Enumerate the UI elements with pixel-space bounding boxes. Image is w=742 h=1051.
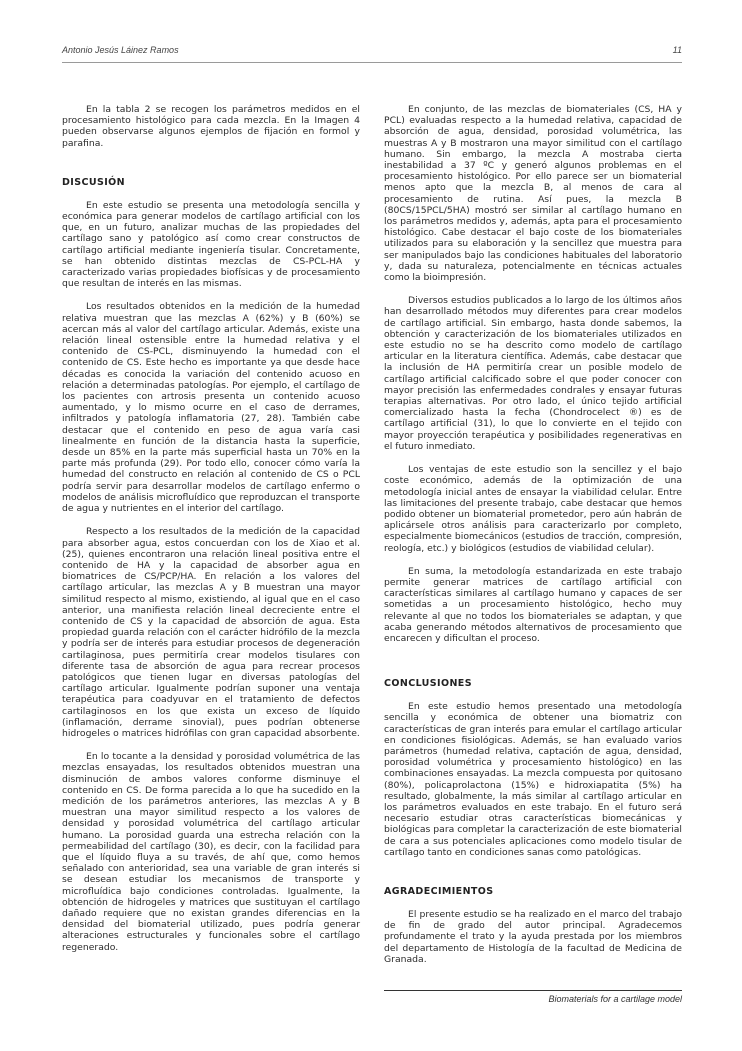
paragraph-acknowledgements: El presente estudio se ha realizado en el marco del trabajo de fin de grado del autor principal. Agradecemos profundamente el trato y la ayuda prestada por los miembros del departamento de Histología de la facultad de Medicina de Granada. — [384, 908, 682, 965]
paragraph-discussion-intro: En este estudio se presenta una metodología sencilla y económica para generar modelos de cartílago artificial con los que, en un futuro, analizar muchas de las propiedades del cartílago sano y patológico así como crear constructos de cartílago artificial mediante ingeniería tisular. Concretamente, se han obtenido distintas mezclas de CS-PCL-HA y caracterizado varias propiedades biofísicas y de procesamiento que resultan de interés en las mismas. — [62, 199, 360, 290]
acknowledgements-heading: AGRADECIMIENTOS — [384, 885, 494, 897]
left-column — [62, 104, 360, 965]
paragraph-literature: Diversos estudios publicados a lo largo de los últimos años han desarrollado métodos muy diferentes para crear modelos de cartílago artificial. Sin embargo, hasta donde sabemos, la obtención y caracterización de los biomateriales utilizados en este estudio no se ha descrito como modelo de cartílago articular en la literatura científica. Además, cabe destacar que la inclusión de HA permitiría crear un posible modelo de cartílago artificial calcificado sobre el que poder conocer con mayor precisión las enfermedades condrales y ensayar futuras terapias alternativas. Por otro lado, el único tejido artificial comercializado hasta la fecha (Chondrocelect ®) es de cartílago artificial (31), lo que lo convierte en el tejido con mayor proyección terapéutica y posibilidades regenerativas en el futuro inmediato. — [384, 295, 682, 452]
discussion-heading: DISCUSIÓN — [62, 176, 125, 188]
right-column — [384, 104, 682, 977]
paragraph-conclusions: En este estudio hemos presentado una metodología sencilla y económica de obtener una biomatriz con características de gran interés para emular el cartílago articular en condiciones fisiológicas. Además, se han evaluado varios parámetros (humedad relativa, captación de agua, densidad, porosidad volumétrica y procesamiento histológico) en las combinaciones ensayadas. La mezcla compuesta por quitosano (80%), policaprolactona (15%) e hidroxiapatita (5%) ha resultado, globalmente, la más similar al cartílago articular en los parámetros evaluados en este trabajo. En el futuro será necesario estudiar otras características biomecánicas y biológicas para completar la caracterización de este biomaterial de cara a sus potenciales aplicaciones como modelo tisular de cartílago tanto en condiciones sanas como patológicas. — [384, 701, 682, 858]
conclusions-heading: CONCLUSIONES — [384, 678, 472, 690]
running-header — [62, 45, 682, 61]
paragraph-limitations: Los ventajas de este estudio son la sencillez y el bajo coste económico, además de la optimización de una metodología inicial antes de ensayar la viabilidad celular. Entre las limitaciones del presente trabajo, cabe destacar que hemos podido obtener un biomaterial prometedor, pero aún habrán de aplicársele otros análisis para caracterizarlo por completo, especialmente biomecánicos (estudios de tracción, compresión, reología, etc.) y biológicos (estudios de viabilidad celular). — [384, 464, 682, 554]
author-name: Antonio Jesús Láinez Ramos — [62, 45, 179, 55]
header-divider — [62, 62, 682, 63]
paragraph-overall-results: En conjunto, de las mezclas de biomateriales (CS, HA y PCL) evaluadas respecto a la humedad relativa, capacidad de absorción de agua, densidad, porosidad volumétrica, las muestras A y B mostraron una mayor similitud con el cartílago humano. Sin embargo, la mezcla A mostraba cierta inestabilidad a 37 ºC y generó algunos problemas en el procesamiento histológico. Por ello parece ser un biomaterial menos apto que la mezcla B, al menos de cara al procesamiento de rutina. Así pues, la mezcla B (80CS/15PCL/5HA) mostró ser similar al cartílago humano en los parámetros medidos y, además, apta para el procesamiento histológico. Cabe destacar el bajo coste de los biomateriales utilizados para su elaboración y la sencillez que muestra para ser manipulados bajo las condiciones habituales del laboratorio y, dada su naturaleza, potencialmente en técnicas actuales como la bioimpresión. — [384, 104, 682, 284]
paragraph-table-reference: En la tabla 2 se recogen los parámetros medidos en el procesamiento histológico para cada mezcla. En la Imagen 4 pueden observarse algunos ejemplos de fijación en formol y parafina. — [62, 104, 360, 149]
paragraph-water-absorption: Respecto a los resultados de la medición de la capacidad para absorber agua, estos concuerdan con los de Xiao et al. (25), quienes encontraron una relación lineal positiva entre el contenido de HA y la capacidad de absorber agua en biomatrices de CS/PCP/HA. En relación a los valores del cartílago articular, las mezclas A y B muestran una mayor similitud respecto al mismo, existiendo, al igual que en el caso anterior, una manifiesta relación lineal decreciente entre el contenido de CS y la capacidad de absorción de agua. Esta propiedad guarda relación con el carácter hidrófilo de la mezcla y podría ser de interés para estudiar procesos de degeneración cartilaginosa, pues permitiría crear modelos tisulares con diferente tasa de absorción de agua para recrear procesos patológicos que tienen lugar en diversas patologías del cartílago articular. Igualmente podrían suponer una ventaja terapéutica para coadyuvar en el tratamiento de defectos cartilaginosos en los que exista un exceso de líquido (inflamación, derrame sinovial), pues podrían obtenerse hidrogeles o matrices hidrófilas con gran capacidad absorbente. — [62, 526, 360, 739]
paragraph-humidity: Los resultados obtenidos en la medición de la humedad relativa muestran que las mezclas A (62%) y B (60%) se acercan más al valor del cartílago articular. Además, existe una relación lineal ostensible entre la humedad relativa y el contenido de CS-PCL, disminuyendo la humedad con el contenido de CS. Este hecho es importante ya que desde hace décadas es conocida la variación del contenido acuoso en relación a determinadas patologías. Por ejemplo, el cartílago de los pacientes con artrosis presenta un contenido acuoso aumentado, y lo mismo ocurre en el caso de derrames, infiltrados y patología inflamatoria (27, 28). También cabe destacar que el contenido en peso de agua varía casi linealmente en función de la distancia hasta la superficie, desde un 85% en la parte más superficial hasta un 70% en la parte más profunda (29). Por todo ello, conocer cómo varía la humedad del constructo en relación al contenido de CS o PCL podría servir para desarrollar modelos de cartílago enfermo o modelos de análisis microfluídico que reproduzcan el transporte de agua y nutrientes en el interior del cartílago. — [62, 301, 360, 515]
page-number: 11 — [672, 45, 682, 55]
paragraph-density-porosity: En lo tocante a la densidad y porosidad volumétrica de las mezclas ensayadas, los resultados obtenidos muestran una disminución de ambos valores conforme disminuye el contenido en CS. De forma parecida a lo que ha sucedido en la medición de los parámetros anteriores, las mezclas A y B muestran una mayor similitud respecto a los valores de densidad y porosidad volumétrica del cartílago articular humano. La porosidad guarda una estrecha relación con la permeabilidad del cartílago (30), es decir, con la facilidad para que el líquido fluya a su través, de ahí que, como hemos señalado con anterioridad, sea una variable de gran interés si se desean estudiar los mecanismos de transporte y microfluídica bajo condiciones controladas. Igualmente, la obtención de hidrogeles y matrices que sustituyan el cartílago dañado requiere que no existan grandes diferencias en la densidad del biomaterial utilizado, pues podría generar alteraciones estructurales y funcionales sobre el cartílago regenerado. — [62, 751, 360, 953]
running-footer-title: Biomaterials for a cartilage model — [548, 994, 682, 1004]
footer-divider — [384, 990, 682, 991]
paragraph-summary: En suma, la metodología estandarizada en este trabajo permite generar matrices de cartílago artificial con características similares al cartílago humano y capaces de ser sometidas a un procesamiento histológico, hecho muy relevante al que no todos los biomateriales se adaptan, y que acaba generando métodos alternativos de procesamiento que encarecen y dificultan el proceso. — [384, 565, 682, 644]
